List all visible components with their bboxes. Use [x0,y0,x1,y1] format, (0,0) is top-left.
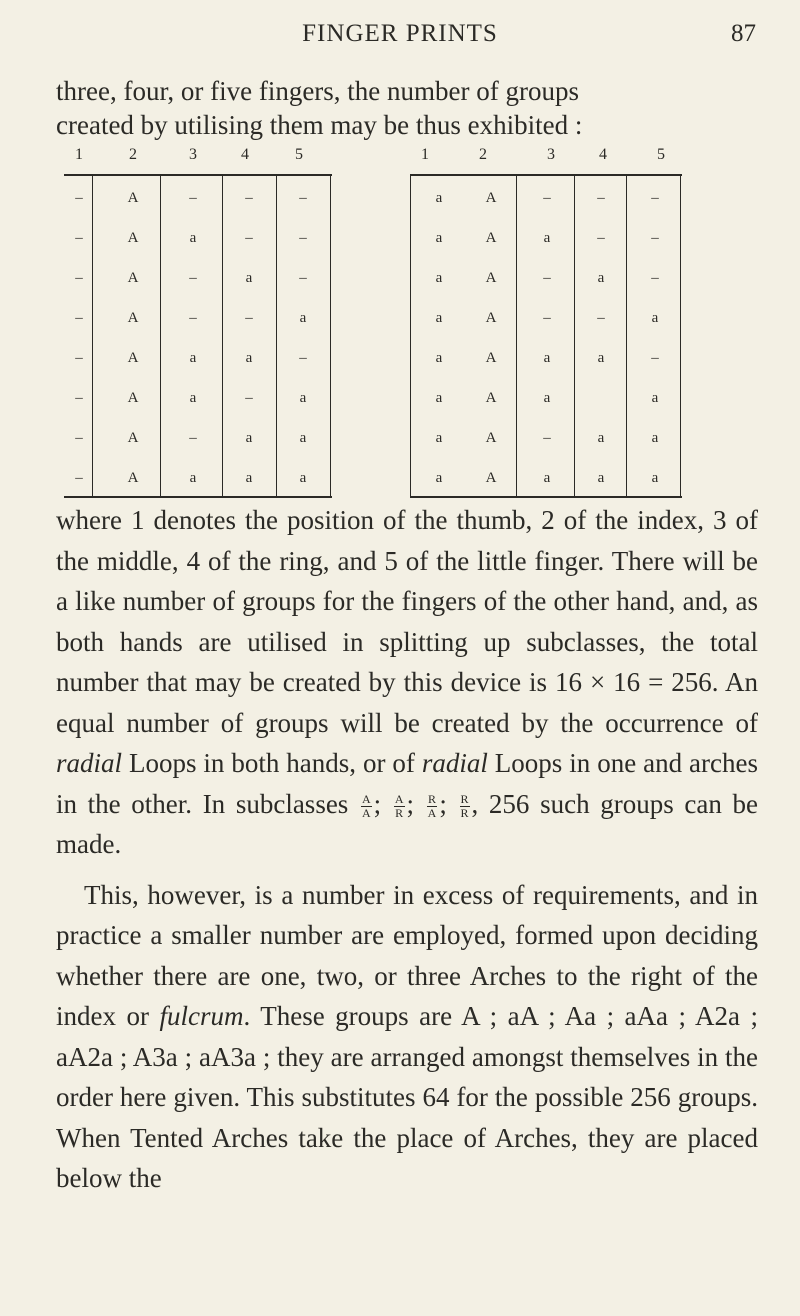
right-col-head-4: 4 [599,146,607,163]
fraction-r-over-r [460,793,470,820]
paragraph-1-italic-1: radial [56,748,123,778]
table-cell: a [435,430,443,446]
table-cell: – [75,230,83,246]
table-cell: A [127,270,139,286]
table-cell: – [543,310,551,326]
table-cell: – [245,230,253,246]
table-cell: a [543,470,551,486]
table-cell: – [245,190,253,206]
fraction-numerator: R [460,791,469,806]
fraction-a-over-r [394,793,405,820]
table-cell: a [597,350,605,366]
paragraph-2-part-2: . These groups are A ; aA ; Aa ; aAa ; A2a ; aA2a ; A3a ; aA3a ; they are arranged amongst themselves in the order here given. This substitutes 64 for the possible 256 groups. When Tented Arches take the place of Arches, they are placed below the [56,1001,758,1193]
table-cell: – [299,190,307,206]
table-cell: – [597,190,605,206]
right-col-head-5: 5 [657,146,665,163]
paragraph-2-part-1: This, however, is a number in excess of requirements, and in practice a smaller number are employed, formed upon deciding whether there are one, two, or three Arches to the right of the index or [56,879,758,1031]
table-row [410,456,682,496]
table-cell: A [127,430,139,446]
table-cell: A [485,390,497,406]
right-table-grid [410,174,682,498]
table-cell: A [127,230,139,246]
fraction-separator: ; [406,788,415,819]
table-cell: – [75,430,83,446]
table-cell: – [189,310,197,326]
table-cell: a [435,270,443,286]
table-row [410,176,682,216]
table-cell: – [543,270,551,286]
table-cell: – [75,310,83,326]
left-table [64,146,332,498]
left-col-head-5: 5 [295,146,303,163]
table-cell: – [651,350,659,366]
fraction-separator: ; [373,788,382,819]
table-cell: – [189,430,197,446]
table-cell: – [245,310,253,326]
table-row [64,296,332,336]
table-cell: – [299,350,307,366]
table-cell: A [127,350,139,366]
table-cell: a [597,270,605,286]
table-cell: a [189,350,197,366]
table-cell: A [485,470,497,486]
table-cell: a [651,390,659,406]
table-cell: – [299,270,307,286]
paragraph-1-italic-2: radial [421,748,488,778]
table-cell: A [485,430,497,446]
right-col-head-3: 3 [547,146,555,163]
body-text [56,500,758,1199]
table-cell: a [651,430,659,446]
left-table-grid [64,174,332,498]
table-cell: a [435,350,443,366]
table-cell: a [597,470,605,486]
table-cell: – [299,230,307,246]
table-cell: a [299,430,307,446]
right-col-head-2: 2 [479,146,487,163]
table-row [410,296,682,336]
table-cell: – [651,270,659,286]
table-row [410,336,682,376]
table-cell: a [299,310,307,326]
left-col-head-2: 2 [129,146,137,163]
table-cell: – [75,350,83,366]
intro-line-1: three, four, or five fingers, the number of groups [56,76,580,106]
table-cell: – [75,270,83,286]
table-cell: a [543,390,551,406]
right-table [410,146,682,498]
table-cell: A [485,190,497,206]
table-cell: a [543,230,551,246]
table-cell: A [127,310,139,326]
table-cell: – [75,470,83,486]
table-cell: A [485,350,497,366]
table-cell: A [127,190,139,206]
table-row [64,416,332,456]
table-cell: a [435,310,443,326]
table-row [64,336,332,376]
paragraph-1 [56,500,758,865]
paragraph-1-part-2: Loops in both hands, or of [122,748,422,778]
table-cell: – [189,190,197,206]
table-cell: a [435,390,443,406]
paragraph-1-part-4: 256 such groups can be made. [56,788,758,859]
table-cell: – [543,190,551,206]
intro-line-2: created by utilising them may be thus exhibited : [56,110,583,140]
fraction-denominator: R [460,805,469,820]
fraction-denominator: A [361,805,371,820]
table-cell: a [435,190,443,206]
table-cell: – [597,230,605,246]
table-row [410,256,682,296]
table-cell: a [245,350,253,366]
table-row [64,176,332,216]
table-cell: A [127,470,139,486]
table-cell: a [189,390,197,406]
table-cell: a [245,470,253,486]
table-row [64,216,332,256]
running-title: FINGER PRINTS [302,20,498,47]
table-cell: a [189,470,197,486]
fraction-numerator: R [428,791,437,806]
fraction-denominator: A [427,805,437,820]
table-cell: – [543,430,551,446]
page-number: 87 [731,20,756,47]
table-cell: a [189,230,197,246]
table-cell: – [75,190,83,206]
fraction-a-over-a [361,793,372,820]
fraction-numerator: A [394,791,404,806]
right-table-column-heads [410,146,682,174]
right-col-head-1: 1 [421,146,429,163]
table-cell: – [245,390,253,406]
page-header [0,20,800,54]
table-row [410,216,682,256]
table-cell: a [597,430,605,446]
paragraph-1-part-3: Loops in one and arches in the other. In subclasses [56,748,758,819]
table-row [410,416,682,456]
table-cell: a [299,390,307,406]
left-col-head-4: 4 [241,146,249,163]
table-cell: – [189,270,197,286]
table-cell: – [651,230,659,246]
table-cell: a [651,310,659,326]
paragraph-1-part-1: where 1 denotes the position of the thumb, 2 of the index, 3 of the middle, 4 of the ring, and 5 of the little finger. There will be a like number of groups for the fingers of the other hand, and, as both hands are utilised in splitting up subclasses, the total number that may be created by this device is 16 × 16 = 256. An equal number of groups will be created by the occurrence of [56,505,758,738]
left-table-column-heads [64,146,332,174]
table-row [64,256,332,296]
table-cell: a [543,350,551,366]
table-cell: a [245,270,253,286]
fraction-numerator: A [361,791,371,806]
table-row [64,456,332,496]
table-cell: a [299,470,307,486]
table-cell: A [485,270,497,286]
table-cell: A [127,390,139,406]
table-row [64,376,332,416]
fraction-separator: , [471,788,479,819]
left-col-head-3: 3 [189,146,197,163]
intro-text [56,74,756,142]
paragraph-2 [56,875,758,1199]
table-row [410,376,682,416]
fraction-denominator: R [395,805,404,820]
fraction-separator: ; [439,788,447,819]
fraction-r-over-a [427,793,438,820]
table-cell: – [651,190,659,206]
table-cell: A [485,230,497,246]
table-cell: – [75,390,83,406]
table-cell: a [435,470,443,486]
table-cell: a [245,430,253,446]
table-cell: A [485,310,497,326]
left-col-head-1: 1 [75,146,83,163]
table-cell: a [651,470,659,486]
table-cell: a [435,230,443,246]
table-cell: – [597,310,605,326]
paragraph-2-italic-1: fulcrum [159,1001,244,1031]
